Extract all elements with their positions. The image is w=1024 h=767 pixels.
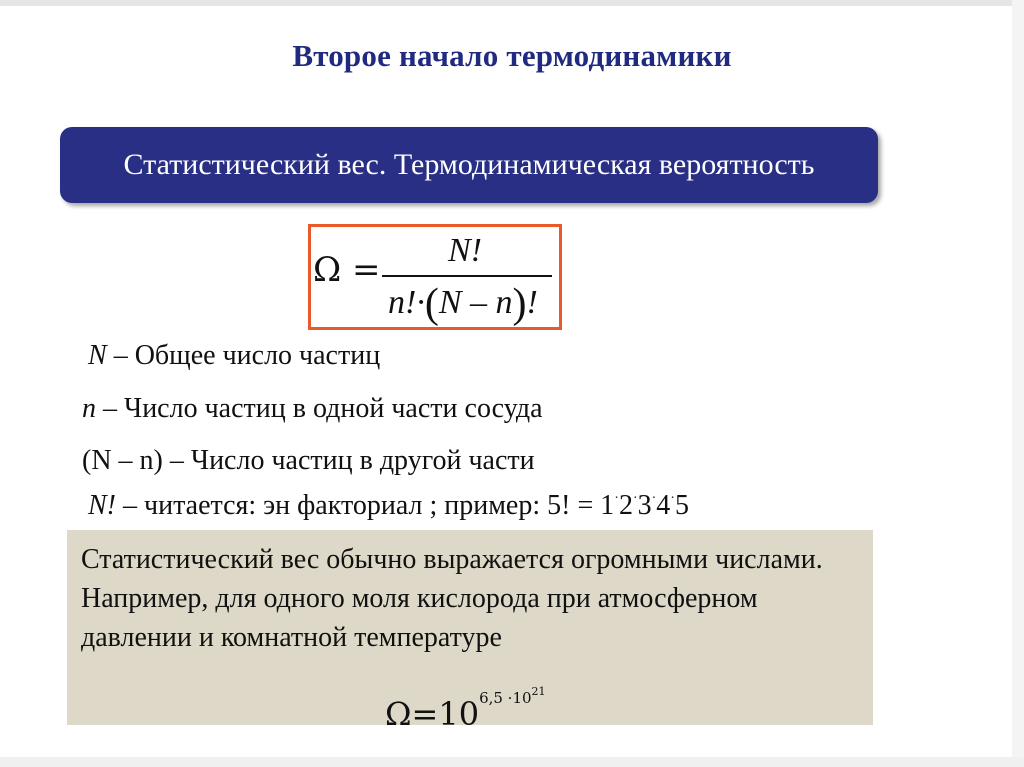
note-equals: = <box>411 695 439 733</box>
def-symbol: N! <box>88 490 116 521</box>
definition-n <box>82 393 543 425</box>
mult-dot: · <box>670 491 675 506</box>
factor: 4 <box>656 490 671 521</box>
definition-N-minus-n <box>82 445 535 477</box>
denom-left: n!· <box>388 284 425 321</box>
formula-equals: = <box>352 250 381 290</box>
note-formula <box>385 685 546 733</box>
definition-N <box>88 340 380 372</box>
section-banner <box>60 127 878 203</box>
formula-numerator: N! <box>448 232 482 269</box>
denom-mid: N – n <box>438 284 513 321</box>
fraction-line <box>382 275 552 277</box>
def-symbol: N <box>88 340 107 371</box>
note-text: Статистический вес обычно выражается огромными числами. Например, для одного моля кислорода при атмосферном давлении и комнатной температуре <box>81 544 823 653</box>
mult-dot: · <box>651 491 657 506</box>
paren-close: ) <box>512 281 527 327</box>
banner-text: Статистический вес. Термодинамическая вероятность <box>123 148 815 181</box>
formula-omega: Ω <box>313 250 342 290</box>
frame-bottom <box>0 757 1024 767</box>
frame-right <box>1012 0 1024 767</box>
paren-open: ( <box>424 281 439 327</box>
note-exponent: 6,5 ·10 <box>479 689 532 707</box>
definition-factorial <box>88 490 689 522</box>
def-text: – Число частиц в одной части сосуда <box>96 393 543 424</box>
note-base: 10 <box>438 695 480 733</box>
formula-denominator <box>388 283 538 325</box>
note-omega: Ω <box>385 695 412 733</box>
factor: 2 <box>618 490 633 521</box>
mult-dot: · <box>632 491 638 506</box>
def-text: (N – n) – Число частиц в другой части <box>82 445 535 476</box>
def-text: – Общее число частиц <box>106 340 381 371</box>
factor: 5 <box>674 490 689 521</box>
def-text: – читается: эн факториал ; пример: 5! = 1 <box>116 490 615 521</box>
mult-dot: · <box>614 491 619 506</box>
slide-title: Второе начало термодинамики <box>292 38 732 73</box>
def-symbol: n <box>82 393 96 424</box>
factor: 3 <box>637 490 652 521</box>
frame-top <box>0 0 1024 6</box>
note-exponent-power: 21 <box>531 685 546 698</box>
denom-right: ! <box>526 284 538 321</box>
